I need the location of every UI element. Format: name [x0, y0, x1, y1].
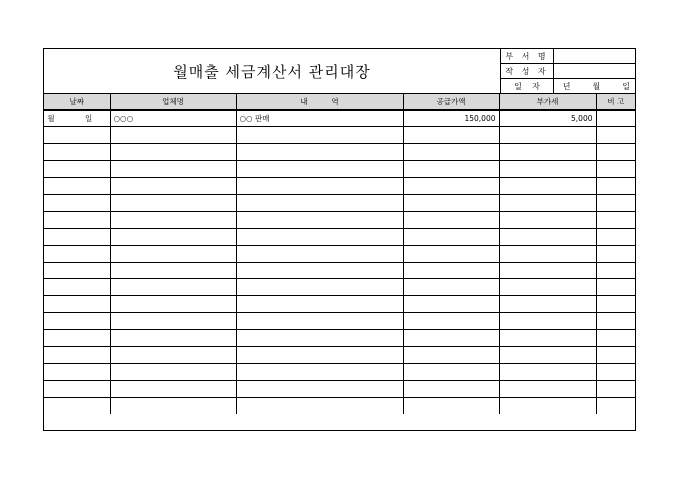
- department-field[interactable]: [554, 49, 636, 63]
- cell-vat[interactable]: [499, 245, 596, 262]
- cell-note[interactable]: [596, 296, 635, 313]
- col-header-note: 비 고: [596, 94, 635, 110]
- cell-vat[interactable]: [499, 161, 596, 178]
- cell-company[interactable]: [110, 313, 236, 330]
- cell-supply-amount[interactable]: [403, 346, 499, 363]
- cell-company[interactable]: [110, 161, 236, 178]
- table-row: [44, 194, 635, 211]
- table-row: [44, 144, 635, 161]
- cell-vat[interactable]: [499, 296, 596, 313]
- cell-vat[interactable]: [499, 127, 596, 144]
- cell-supply-amount[interactable]: [403, 228, 499, 245]
- cell-vat[interactable]: [499, 279, 596, 296]
- cell-company[interactable]: ○○○: [110, 110, 236, 127]
- author-label: 작 성 자: [501, 64, 554, 78]
- cell-note[interactable]: [596, 110, 635, 127]
- table-row: [44, 380, 635, 397]
- cell-company[interactable]: [110, 127, 236, 144]
- cell-supply-amount[interactable]: [403, 397, 499, 414]
- page-title: 월매출 세금계산서 관리대장: [44, 49, 501, 93]
- cell-note[interactable]: [596, 228, 635, 245]
- col-header-description: 내 역: [236, 94, 403, 110]
- cell-note[interactable]: [596, 380, 635, 397]
- cell-supply-amount[interactable]: [403, 161, 499, 178]
- cell-description[interactable]: [236, 262, 403, 279]
- author-field[interactable]: [554, 64, 636, 78]
- cell-supply-amount[interactable]: [403, 313, 499, 330]
- cell-date[interactable]: [44, 330, 110, 347]
- cell-company[interactable]: [110, 380, 236, 397]
- cell-vat[interactable]: 5,000: [499, 110, 596, 127]
- table-row: [44, 279, 635, 296]
- col-header-supply-amount: 공급가액: [403, 94, 499, 110]
- cell-note[interactable]: [596, 330, 635, 347]
- cell-company[interactable]: [110, 245, 236, 262]
- cell-date[interactable]: [44, 228, 110, 245]
- cell-description[interactable]: [236, 211, 403, 228]
- cell-supply-amount[interactable]: [403, 380, 499, 397]
- cell-supply-amount[interactable]: 150,000: [403, 110, 499, 127]
- cell-vat[interactable]: [499, 262, 596, 279]
- cell-description[interactable]: [236, 330, 403, 347]
- cell-vat[interactable]: [499, 363, 596, 380]
- cell-company[interactable]: [110, 363, 236, 380]
- cell-company[interactable]: [110, 330, 236, 347]
- cell-description[interactable]: [236, 228, 403, 245]
- cell-vat[interactable]: [499, 313, 596, 330]
- table-row: [44, 211, 635, 228]
- cell-date[interactable]: [44, 346, 110, 363]
- cell-supply-amount[interactable]: [403, 245, 499, 262]
- ledger-table: [44, 94, 635, 414]
- approval-row-department: [501, 49, 636, 64]
- cell-vat[interactable]: [499, 346, 596, 363]
- cell-note[interactable]: [596, 127, 635, 144]
- cell-date[interactable]: [44, 313, 110, 330]
- cell-date[interactable]: [44, 262, 110, 279]
- cell-vat[interactable]: [499, 144, 596, 161]
- cell-supply-amount[interactable]: [403, 262, 499, 279]
- cell-supply-amount[interactable]: [403, 296, 499, 313]
- cell-vat[interactable]: [499, 380, 596, 397]
- cell-note[interactable]: [596, 313, 635, 330]
- department-label: 부 서 명: [501, 49, 554, 63]
- cell-company[interactable]: [110, 178, 236, 195]
- cell-date[interactable]: [44, 161, 110, 178]
- cell-date[interactable]: [44, 397, 110, 414]
- approval-row-author: [501, 64, 636, 79]
- cell-description[interactable]: [236, 346, 403, 363]
- cell-description[interactable]: [236, 178, 403, 195]
- cell-note[interactable]: [596, 346, 635, 363]
- table-row: [44, 178, 635, 195]
- date-month-label: 월: [592, 81, 601, 91]
- table-row: [44, 313, 635, 330]
- cell-note[interactable]: [596, 144, 635, 161]
- table-row: [44, 245, 635, 262]
- cell-description[interactable]: [236, 363, 403, 380]
- cell-date[interactable]: [44, 279, 110, 296]
- cell-description[interactable]: ○○ 판매: [236, 110, 403, 127]
- col-header-company: 업체명: [110, 94, 236, 110]
- table-row: [44, 110, 635, 127]
- cell-company[interactable]: [110, 144, 236, 161]
- table-row: [44, 228, 635, 245]
- table-row: [44, 127, 635, 144]
- cell-supply-amount[interactable]: [403, 178, 499, 195]
- date-day-label: 일: [622, 81, 630, 91]
- cell-company[interactable]: [110, 228, 236, 245]
- cell-note[interactable]: [596, 211, 635, 228]
- cell-company[interactable]: [110, 262, 236, 279]
- cell-note[interactable]: [596, 194, 635, 211]
- cell-supply-amount[interactable]: [403, 330, 499, 347]
- cell-supply-amount[interactable]: [403, 144, 499, 161]
- cell-date[interactable]: [44, 380, 110, 397]
- col-header-vat: 부가세: [499, 94, 596, 110]
- cell-date[interactable]: [44, 144, 110, 161]
- col-header-date: 날짜: [44, 94, 110, 110]
- table-row: [44, 262, 635, 279]
- cell-supply-amount[interactable]: [403, 127, 499, 144]
- cell-note[interactable]: [596, 245, 635, 262]
- table-row: [44, 330, 635, 347]
- ledger-header: [44, 49, 635, 94]
- date-label: 일 자: [501, 79, 554, 93]
- cell-note[interactable]: [596, 363, 635, 380]
- cell-date[interactable]: [44, 127, 110, 144]
- cell-date[interactable]: [44, 296, 110, 313]
- cell-vat[interactable]: [499, 228, 596, 245]
- date-year-label: 년: [562, 81, 571, 91]
- cell-vat[interactable]: [499, 178, 596, 195]
- cell-description[interactable]: [236, 161, 403, 178]
- cell-company[interactable]: [110, 279, 236, 296]
- approval-row-date: [501, 79, 636, 93]
- cell-description[interactable]: [236, 279, 403, 296]
- cell-date[interactable]: [44, 211, 110, 228]
- cell-vat[interactable]: [499, 330, 596, 347]
- cell-supply-amount[interactable]: [403, 194, 499, 211]
- cell-description[interactable]: [236, 194, 403, 211]
- cell-description[interactable]: [236, 127, 403, 144]
- cell-note[interactable]: [596, 262, 635, 279]
- cell-vat[interactable]: [499, 194, 596, 211]
- cell-supply-amount[interactable]: [403, 363, 499, 380]
- cell-supply-amount[interactable]: [403, 279, 499, 296]
- cell-note[interactable]: [596, 279, 635, 296]
- table-header-row: [44, 94, 635, 110]
- cell-company[interactable]: [110, 346, 236, 363]
- cell-date[interactable]: [44, 245, 110, 262]
- cell-note[interactable]: [596, 161, 635, 178]
- ledger-sheet: [43, 48, 636, 431]
- cell-company[interactable]: [110, 194, 236, 211]
- date-field[interactable]: [554, 79, 636, 93]
- approval-box: [501, 49, 636, 93]
- cell-description[interactable]: [236, 313, 403, 330]
- cell-description[interactable]: [236, 397, 403, 414]
- cell-date[interactable]: [44, 194, 110, 211]
- table-row: [44, 296, 635, 313]
- cell-description[interactable]: [236, 380, 403, 397]
- table-row: [44, 363, 635, 380]
- cell-vat[interactable]: [499, 211, 596, 228]
- cell-description[interactable]: [236, 144, 403, 161]
- cell-date[interactable]: 월 일: [44, 110, 110, 127]
- cell-company[interactable]: [110, 296, 236, 313]
- cell-supply-amount[interactable]: [403, 211, 499, 228]
- cell-company[interactable]: [110, 211, 236, 228]
- cell-description[interactable]: [236, 245, 403, 262]
- cell-date[interactable]: [44, 178, 110, 195]
- cell-date[interactable]: [44, 363, 110, 380]
- table-row: [44, 161, 635, 178]
- table-row: [44, 346, 635, 363]
- cell-note[interactable]: [596, 178, 635, 195]
- cell-company[interactable]: [110, 397, 236, 414]
- cell-note[interactable]: [596, 397, 635, 414]
- table-row: [44, 397, 635, 414]
- cell-description[interactable]: [236, 296, 403, 313]
- cell-vat[interactable]: [499, 397, 596, 414]
